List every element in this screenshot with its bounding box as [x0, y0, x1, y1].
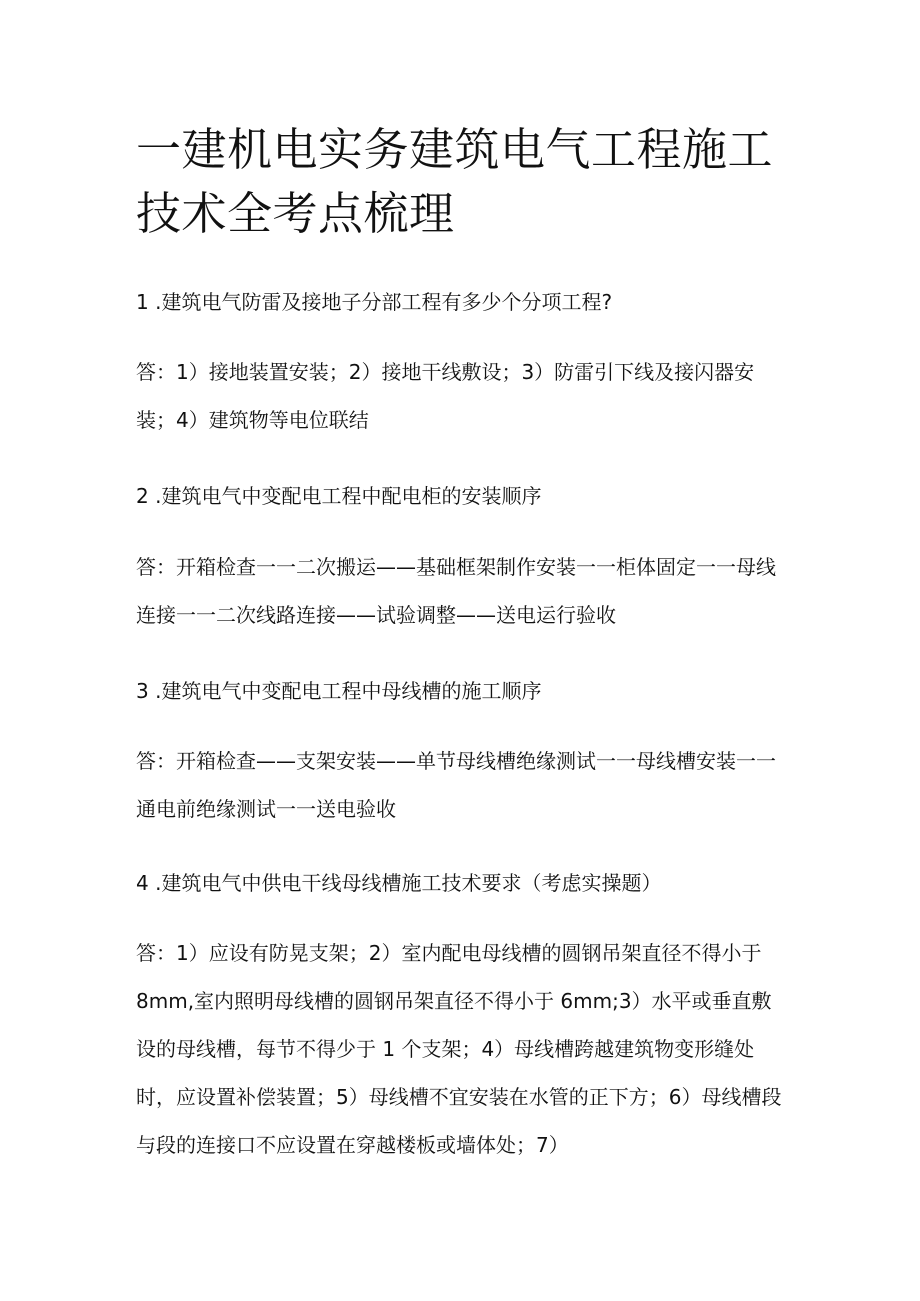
question-1: 1 .建筑电气防雷及接地子分部工程有多少个分项工程? [136, 290, 613, 314]
question-2: 2 .建筑电气中变配电工程中配电柜的安装顺序 [136, 484, 542, 508]
question-3: 3 .建筑电气中变配电工程中母线槽的施工顺序 [136, 679, 542, 703]
answer-3: 答：开箱检查——支架安装——单节母线槽绝缘测试一一母线槽安装一一通电前绝缘测试一一送电验收 [136, 749, 776, 821]
question-4: 4 .建筑电气中供电干线母线槽施工技术要求（考虑实操题） [136, 871, 662, 895]
answer-4: 答：1）应设有防晃支架；2）室内配电母线槽的圆钢吊架直径不得小于 8mm,室内照明母线槽的圆钢吊架直径不得小于 6mm;3）水平或垂直敷设的母线槽，每节不得少于 1 个支架；4）母线槽跨越建筑物变形缝处时，应设置补偿装置；5）母线槽不宜安装在水管的正下方；6）母线槽段与段的连接口不应设置在穿越楼板或墙体处；7） [136, 941, 782, 1157]
document-title: 一建机电实务建筑电气工程施工技术全考点梳理 [136, 123, 774, 240]
answer-2: 答：开箱检查一一二次搬运——基础框架制作安装一一柜体固定一一母线连接一一二次线路连接——试验调整——送电运行验收 [136, 555, 776, 627]
answer-1: 答：1）接地装置安装；2）接地干线敷设；3）防雷引下线及接闪器安装；4）建筑物等电位联结 [136, 360, 755, 432]
